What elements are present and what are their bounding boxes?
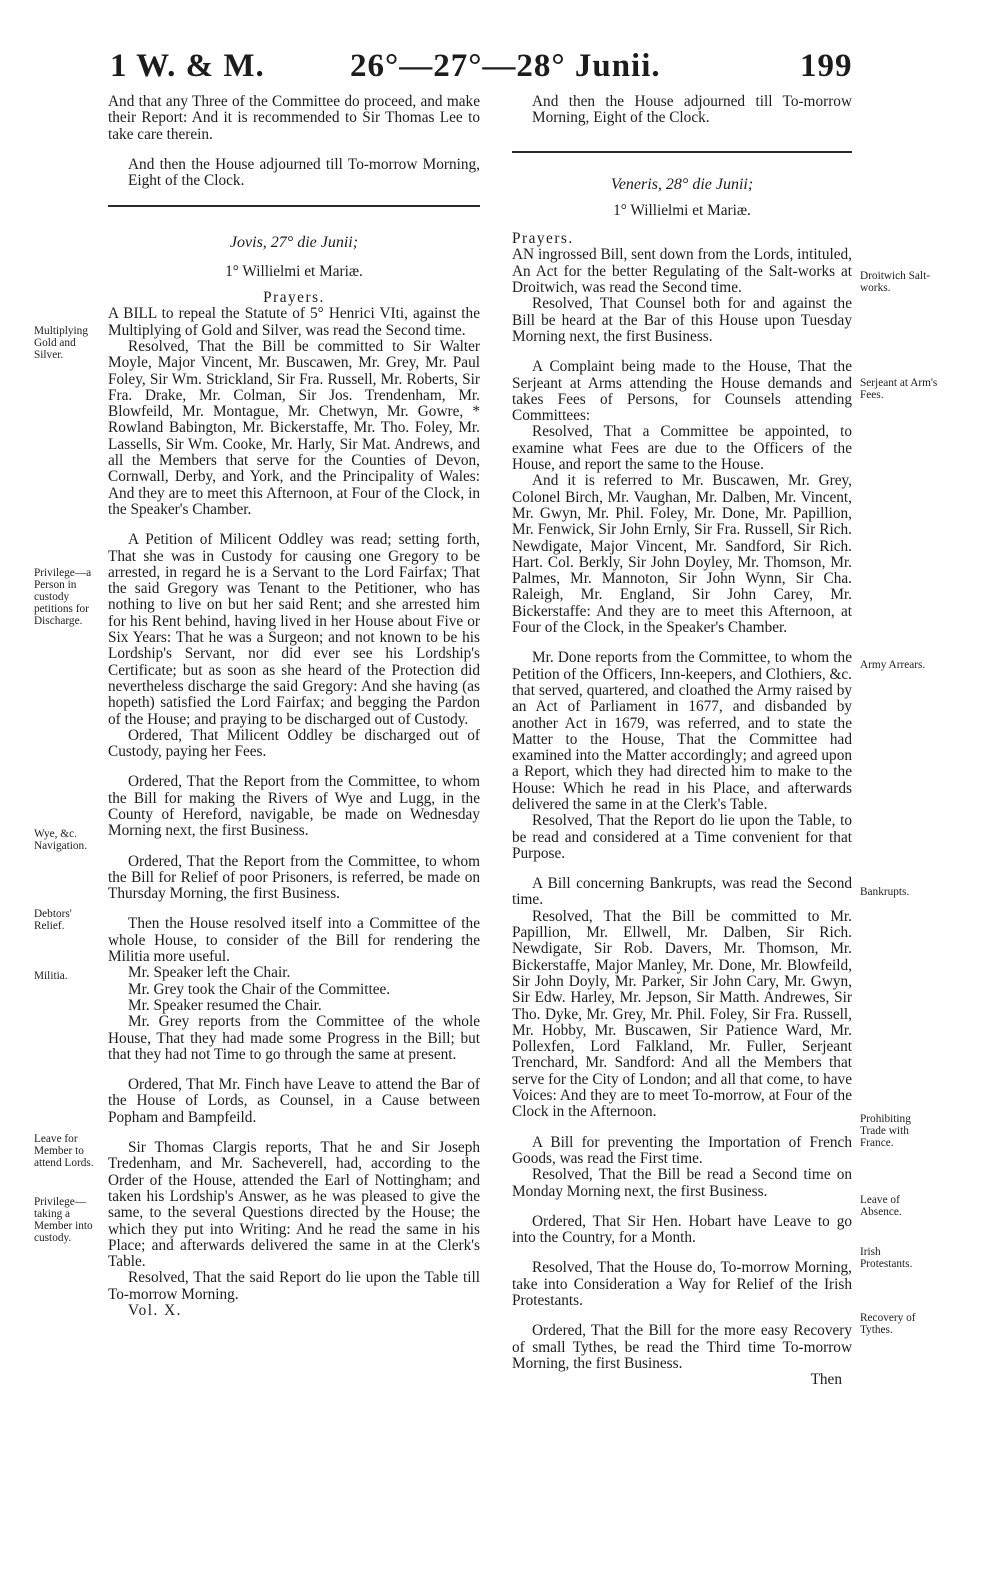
margin-bankrupts: Bankrupts. — [860, 886, 910, 898]
petition-oddley: A Petition of Milicent Oddley was read; setting forth, That she was in Custody for causing one Gregory to be arrested, in regard he is a Servant to the Lord Fairfax; That the said Gregory was Tenant to the Petitioner, who has nothing to live on but her said Rent; and she arrested him for his Rent behind, having lived in her House about Five or Six Years: That he was a Surgeon; and not known to be his Lordship's Servant, nor did ever see his Lordship's Certificate; but as soon as she heard of the Protection did nevertheless discharge the said Gregory: And she having (as hopeth) satisfied the Lord Fairfax; and begging the Pardon of the House; and praying to be discharged out of Custody. — [108, 531, 480, 728]
militia-committee: Then the House resolved itself into a Committee of the whole House, to consider of the Bill for rendering the Militia more useful. — [108, 915, 480, 966]
bill-gold-silver: A BILL to repeal the Statute of 5° Henrici VIti, against the Multiplying of Gold and Silver, was read the Second time. — [108, 305, 480, 339]
volume-mark: Vol. X. — [128, 1302, 182, 1319]
left-intro: And that any Three of the Committee do proceed, and make their Report: And it is recommended to Sir Thomas Lee to take care therein. — [108, 93, 480, 143]
left-column — [108, 94, 480, 1319]
droitwich-bill: AN ingrossed Bill, sent down from the Lords, intituled, An Act for the better Regulating of the Salt-works at Droitwich, was read the Second time. — [512, 246, 852, 297]
militia-grey-chair: Mr. Grey took the Chair of the Committee. — [128, 980, 391, 998]
page-number: 199 — [800, 48, 853, 84]
right-adjourn: And then the House adjourned till To-morrow Morning, Eight of the Clock. — [532, 93, 852, 127]
prayers-heading: Prayers. — [263, 289, 325, 307]
catchword: Then — [810, 1371, 842, 1389]
petition-order: Ordered, That Milicent Oddley be discharged out of Custody, paying her Fees. — [108, 726, 480, 761]
section-rule — [108, 205, 480, 207]
running-head-date: 26°—27°—28° Junii. — [350, 48, 661, 84]
margin-multiplying: Multiplying Gold and Silver. — [34, 325, 88, 361]
margin-tythes: Recovery of Tythes. — [860, 1312, 916, 1336]
margin-wye: Wye, &c. Navigation. — [34, 828, 88, 852]
margin-serjeant: Serjeant at Arm's Fees. — [860, 377, 938, 401]
french-goods-resolution: Resolved, That the Bill be read a Second time on Monday Morning next, the first Business. — [512, 1166, 852, 1200]
french-goods-bill: A Bill for preventing the Importation of French Goods, was read the First time. — [512, 1133, 852, 1167]
bankrupts-bill: A Bill concerning Bankrupts, was read the Second time. — [512, 875, 852, 909]
day-title-veneris: Veneris, 28° die Junii; — [610, 175, 754, 193]
margin-army: Army Arrears. — [860, 659, 926, 671]
serjeant-resolution: Resolved, That a Committee be appointed, to examine what Fees are due to the Officers of the House, and report the same to the House. — [512, 423, 852, 474]
margin-debtors: Debtors' Relief. — [34, 908, 72, 932]
margin-prohibiting: Prohibiting Trade with France. — [860, 1113, 911, 1149]
margin-leave-absence: Leave of Absence. — [860, 1194, 902, 1218]
finch-order: Ordered, That Mr. Finch have Leave to attend the Bar of the House of Lords, as Counsel, in a Cause between Popham and Bampfeild. — [108, 1076, 480, 1126]
margin-irish: Irish Protestants. — [860, 1246, 913, 1270]
left-adjourn: And then the House adjourned till To-morrow Morning, Eight of the Clock. — [128, 155, 480, 190]
militia-speaker-left: Mr. Speaker left the Chair. — [128, 964, 291, 982]
wye-order: Ordered, That the Report from the Committee, to whom the Bill for making the Rivers of Wye and Lugg, in the County of Hereford, navigable, be made on Wednesday Morning next, the first Business. — [108, 773, 480, 840]
right-column — [512, 94, 852, 1388]
army-resolution: Resolved, That the Report do lie upon the Table, to be read and considered at a Time convenient for that Purpose. — [512, 812, 852, 862]
clargis-resolution: Resolved, That the said Report do lie upon the Table till To-morrow Morning. — [108, 1269, 480, 1303]
section-rule-right — [512, 151, 852, 153]
regnal-line-right: 1° Willielmi et Mariæ. — [613, 201, 751, 219]
debtors-order: Ordered, That the Report from the Committee, to whom the Bill for Relief of poor Prisoners, is referred, be made on Thursday Morning, the first Business. — [108, 852, 480, 903]
militia-report: Mr. Grey reports from the Committee of the whole House, That they had made some Progress in the Bill; but that they had not Time to go through the same at present. — [108, 1013, 480, 1063]
prayers-heading-right: Prayers. — [512, 230, 574, 248]
margin-droitwich: Droitwich Salt-works. — [860, 270, 930, 294]
margin-militia: Militia. — [34, 970, 68, 982]
droitwich-resolution: Resolved, That Counsel both for and against the Bill be heard at the Bar of this House upon Tuesday Morning next, the first Business. — [512, 295, 852, 345]
serjeant-committee: And it is referred to Mr. Buscawen, Mr. Grey, Colonel Birch, Mr. Vaughan, Mr. Dalben, Mr. Vincent, Mr. Gwyn, Mr. Phil. Foley, Mr. Done, Mr. Papillion, Mr. Fenwick, Sir John Ernly, Sir Fra. Russell, Sir Rich. Newdigate, Major Vincent, Mr. Sandford, Sir Rich. Hart. Col. Berkly, Sir John Doyley, Mr. Thomson, Mr. Palmes, Mr. Mannoton, Sir John Wynn, Sir Cha. Raleigh, Mr. England, Sir John Carey, Mr. Bickerstaffe: And they are to meet this Afternoon, at Four of the Clock, in the Speaker's Chamber. — [512, 472, 852, 637]
margin-privilege-member: Privilege—taking a Member into custody. — [34, 1196, 93, 1244]
militia-speaker-resumed: Mr. Speaker resumed the Chair. — [128, 996, 322, 1014]
tythes-order: Ordered, That the Bill for the more easy Recovery of small Tythes, be read the Third time To-morrow Morning, the first Business. — [512, 1322, 852, 1372]
bill-committee: Resolved, That the Bill be committed to Sir Walter Moyle, Major Vincent, Mr. Buscawen, Mr. Grey, Mr. Paul Foley, Sir Wm. Strickland, Sir Fra. Russell, Mr. Roberts, Sir Fra. Drake, Mr. Colman, Sir Jos. Trendenham, Mr. Blowfeild, Mr. Montague, Mr. Chetwyn, Mr. Gowre, * Rowland Babington, Mr. Bickerstaffe, Mr. Tho. Foley, Mr. Lassells, Sir Wm. Cooke, Mr. Harly, Sir Mat. Andrews, and all the Members that serve for the Counties of Devon, Cornwall, Derby, and York, and the Principality of Wales: And they are to meet this Afternoon, at Four of the Clock, in the Speaker's Chamber. — [108, 337, 480, 518]
bankrupts-committee: Resolved, That the Bill be committed to Mr. Papillion, Mr. Ellwell, Mr. Dalben, Sir Rich. Newdigate, Sir Rob. Davers, Mr. Thomson, Mr. Bickerstaffe, Major Manley, Mr. Done, Mr. Blowfeild, Sir John Doyly, Mr. Parker, Sir John Cary, Mr. Gwyn, Sir Edw. Harley, Mr. Jepson, Sir Matth. Andrewes, Sir Tho. Dyke, Mr. Grey, Mr. Phil. Foley, Sir Fra. Russell, Mr. Hobby, Mr. Buscawen, Sir Patience Ward, Mr. Pollexfen, Lord Falkland, Mr. Fuller, Serjeant Trenchard, Mr. Sandford: And all the Members that serve for the City of London; and all that come, to have Voices: And they are to meet To-morrow, at Four of the Clock in the Afternoon. — [512, 907, 852, 1121]
margin-privilege-custody: Privilege—a Person in custody petitions for Discharge. — [34, 567, 92, 627]
serjeant-complaint: A Complaint being made to the House, That the Serjeant at Arms attending the House demands and takes Fees of Persons, for Counsels attending Committees: — [512, 358, 852, 425]
running-head-left: 1 W. & M. — [110, 48, 265, 84]
regnal-line: 1° Willielmi et Mariæ. — [225, 262, 363, 280]
army-report: Mr. Done reports from the Committee, to whom the Petition of the Officers, Inn-keepers, and Clothiers, &c. that served, quartered, and cloathed the Army raised by an Act of Parliament in 1677, and disbanded by another Act in 1679, was referred, and to state the Matter to the House, That the Committee had examined into the Matter accordingly; and agreed upon a Report, which they had directed him to make to the House: Which he read in his Place, and afterwards delivered the same in at the Clerk's Table. — [512, 649, 852, 813]
margin-leave-lords: Leave for Member to attend Lords. — [34, 1133, 94, 1169]
hobart-leave: Ordered, That Sir Hen. Hobart have Leave to go into the Country, for a Month. — [512, 1212, 852, 1247]
irish-protestants: Resolved, That the House do, To-morrow Morning, take into Consideration a Way for Relief of the Irish Protestants. — [512, 1259, 852, 1309]
clargis-report: Sir Thomas Clargis reports, That he and Sir Joseph Tredenham, and Mr. Sacheverell, had, according to the Order of the House, attended the Earl of Nottingham; and taken his Lordship's Answer, as he was pleased to give the same, to the several Questions directed by the House; the which they put into Writing: And he read the same in his Place; and afterwards delivered the same in at the Clerk's Table. — [108, 1139, 480, 1271]
day-title-jovis: Jovis, 27° die Junii; — [229, 234, 359, 252]
